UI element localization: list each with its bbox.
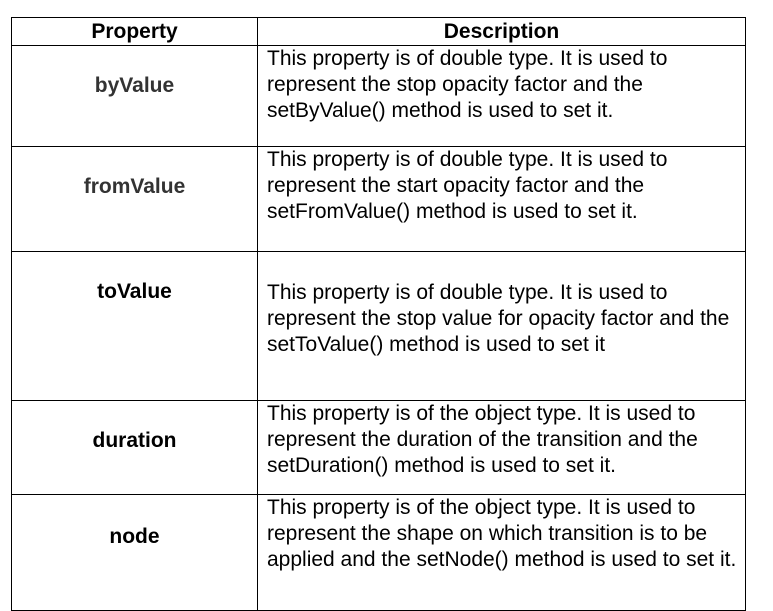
table-row — [12, 46, 746, 147]
header-description: Description — [258, 18, 746, 46]
description-cell: This property is of the object type. It is used to represent the shape on which transition is to be applied and the setNode() method is used to set it. — [258, 495, 746, 611]
description-cell: This property is of the object type. It is used to represent the duration of the transition and the setDuration() method is used to set it. — [258, 401, 746, 495]
properties-table — [11, 17, 746, 611]
property-name: byValue — [94, 74, 175, 97]
table-row — [12, 401, 746, 495]
properties-table-container — [11, 17, 745, 611]
table-row — [12, 252, 746, 401]
description-cell: This property is of double type. It is used to represent the stop value for opacity factor and the setToValue() method is used to set it — [258, 252, 746, 401]
property-name: fromValue — [83, 175, 186, 198]
property-name: toValue — [97, 280, 172, 303]
table-row — [12, 147, 746, 252]
table-row — [12, 495, 746, 611]
table-header-row — [12, 18, 746, 46]
description-cell: This property is of double type. It is used to represent the start opacity factor and the setFromValue() method is used to set it. — [258, 147, 746, 252]
property-cell — [12, 252, 258, 401]
description-cell: This property is of double type. It is used to represent the stop opacity factor and the setByValue() method is used to set it. — [258, 46, 746, 147]
property-name: node — [109, 525, 160, 548]
property-cell — [12, 401, 258, 495]
property-cell — [12, 147, 258, 252]
property-name: duration — [92, 429, 177, 452]
property-cell — [12, 495, 258, 611]
property-cell — [12, 46, 258, 147]
header-property: Property — [12, 18, 258, 46]
